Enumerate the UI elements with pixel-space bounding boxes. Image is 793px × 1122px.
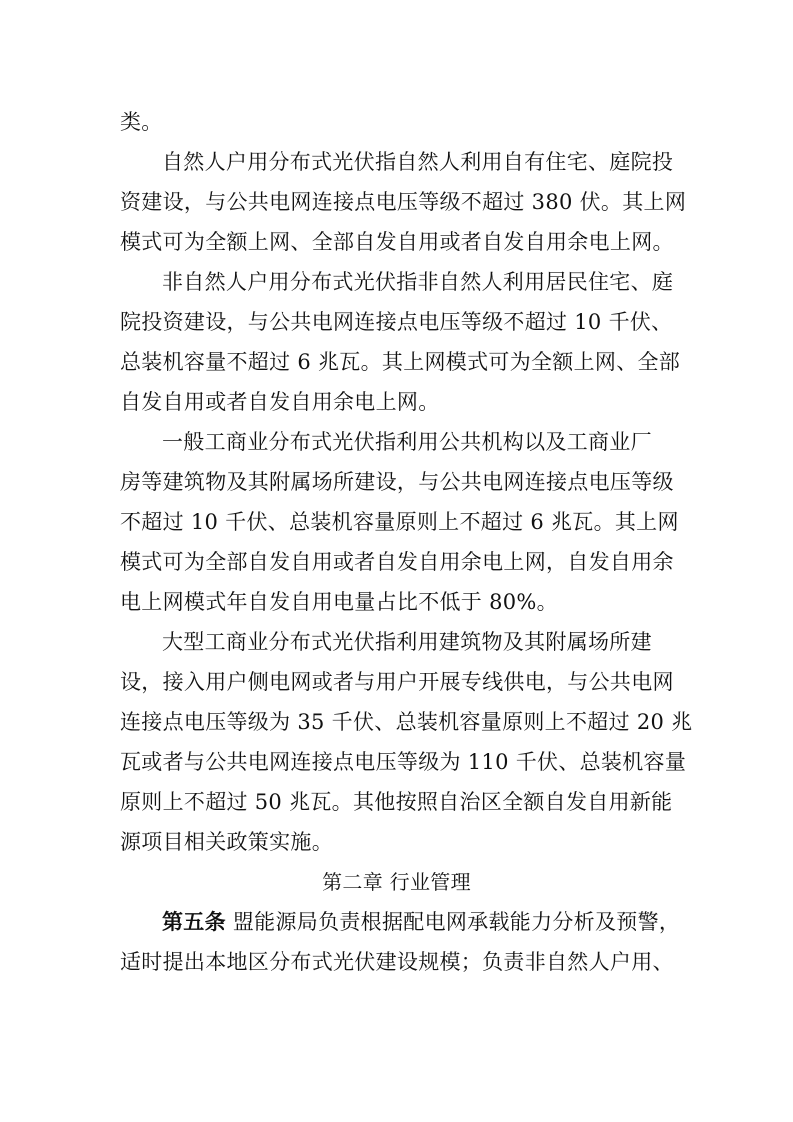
paragraph-line: 房等建筑物及其附属场所建设，与公共电网连接点电压等级: [120, 470, 674, 494]
paragraph-line: 适时提出本地区分布式光伏建设规模；负责非自然人户用、: [120, 950, 674, 974]
paragraph-line: 原则上不超过 50 兆瓦。其他按照自治区全额自发自用新能: [120, 790, 673, 814]
paragraph-line: 大型工商业分布式光伏指利用建筑物及其附属场所建: [162, 630, 652, 654]
paragraph-line: 瓦或者与公共电网连接点电压等级为 110 千伏、总装机容量: [120, 750, 687, 774]
paragraph-line: 非自然人户用分布式光伏指非自然人利用居民住宅、庭: [162, 270, 674, 294]
article-label: 第五条: [162, 910, 226, 934]
paragraph-line: 模式可为全额上网、全部自发自用或者自发自用余电上网。: [120, 230, 674, 254]
paragraph-line: 电上网模式年自发自用电量占比不低于 80%。: [120, 590, 558, 614]
paragraph-line: 设，接入用户侧电网或者与用户开展专线供电，与公共电网: [120, 670, 674, 694]
paragraph-line: 资建设，与公共电网连接点电压等级不超过 380 伏。其上网: [120, 190, 687, 214]
paragraph-line: 自发自用或者自发自用余电上网。: [120, 390, 440, 414]
paragraph-line: 院投资建设，与公共电网连接点电压等级不超过 10 千伏、: [120, 310, 673, 334]
paragraph-line: 总装机容量不超过 6 兆瓦。其上网模式可为全额上网、全部: [120, 350, 681, 374]
article-first-line: [162, 902, 680, 942]
paragraph-line: 不超过 10 千伏、总装机容量原则上不超过 6 兆瓦。其上网: [120, 510, 679, 534]
article-text: 盟能源局负责根据配电网承载能力分析及预警，: [225, 910, 681, 934]
chapter-heading: 第二章 行业管理: [322, 870, 471, 894]
paragraph-line: 模式可为全部自发自用或者自发自用余电上网，自发自用余: [120, 550, 674, 574]
paragraph-line: 连接点电压等级为 35 千伏、总装机容量原则上不超过 20 兆: [120, 710, 693, 734]
paragraph-line: 源项目相关政策实施。: [120, 830, 333, 854]
paragraph-line: 自然人户用分布式光伏指自然人利用自有住宅、庭院投: [162, 150, 674, 174]
paragraph-line: 类。: [120, 110, 163, 134]
paragraph-line: 一般工商业分布式光伏指利用公共机构以及工商业厂: [162, 430, 652, 454]
